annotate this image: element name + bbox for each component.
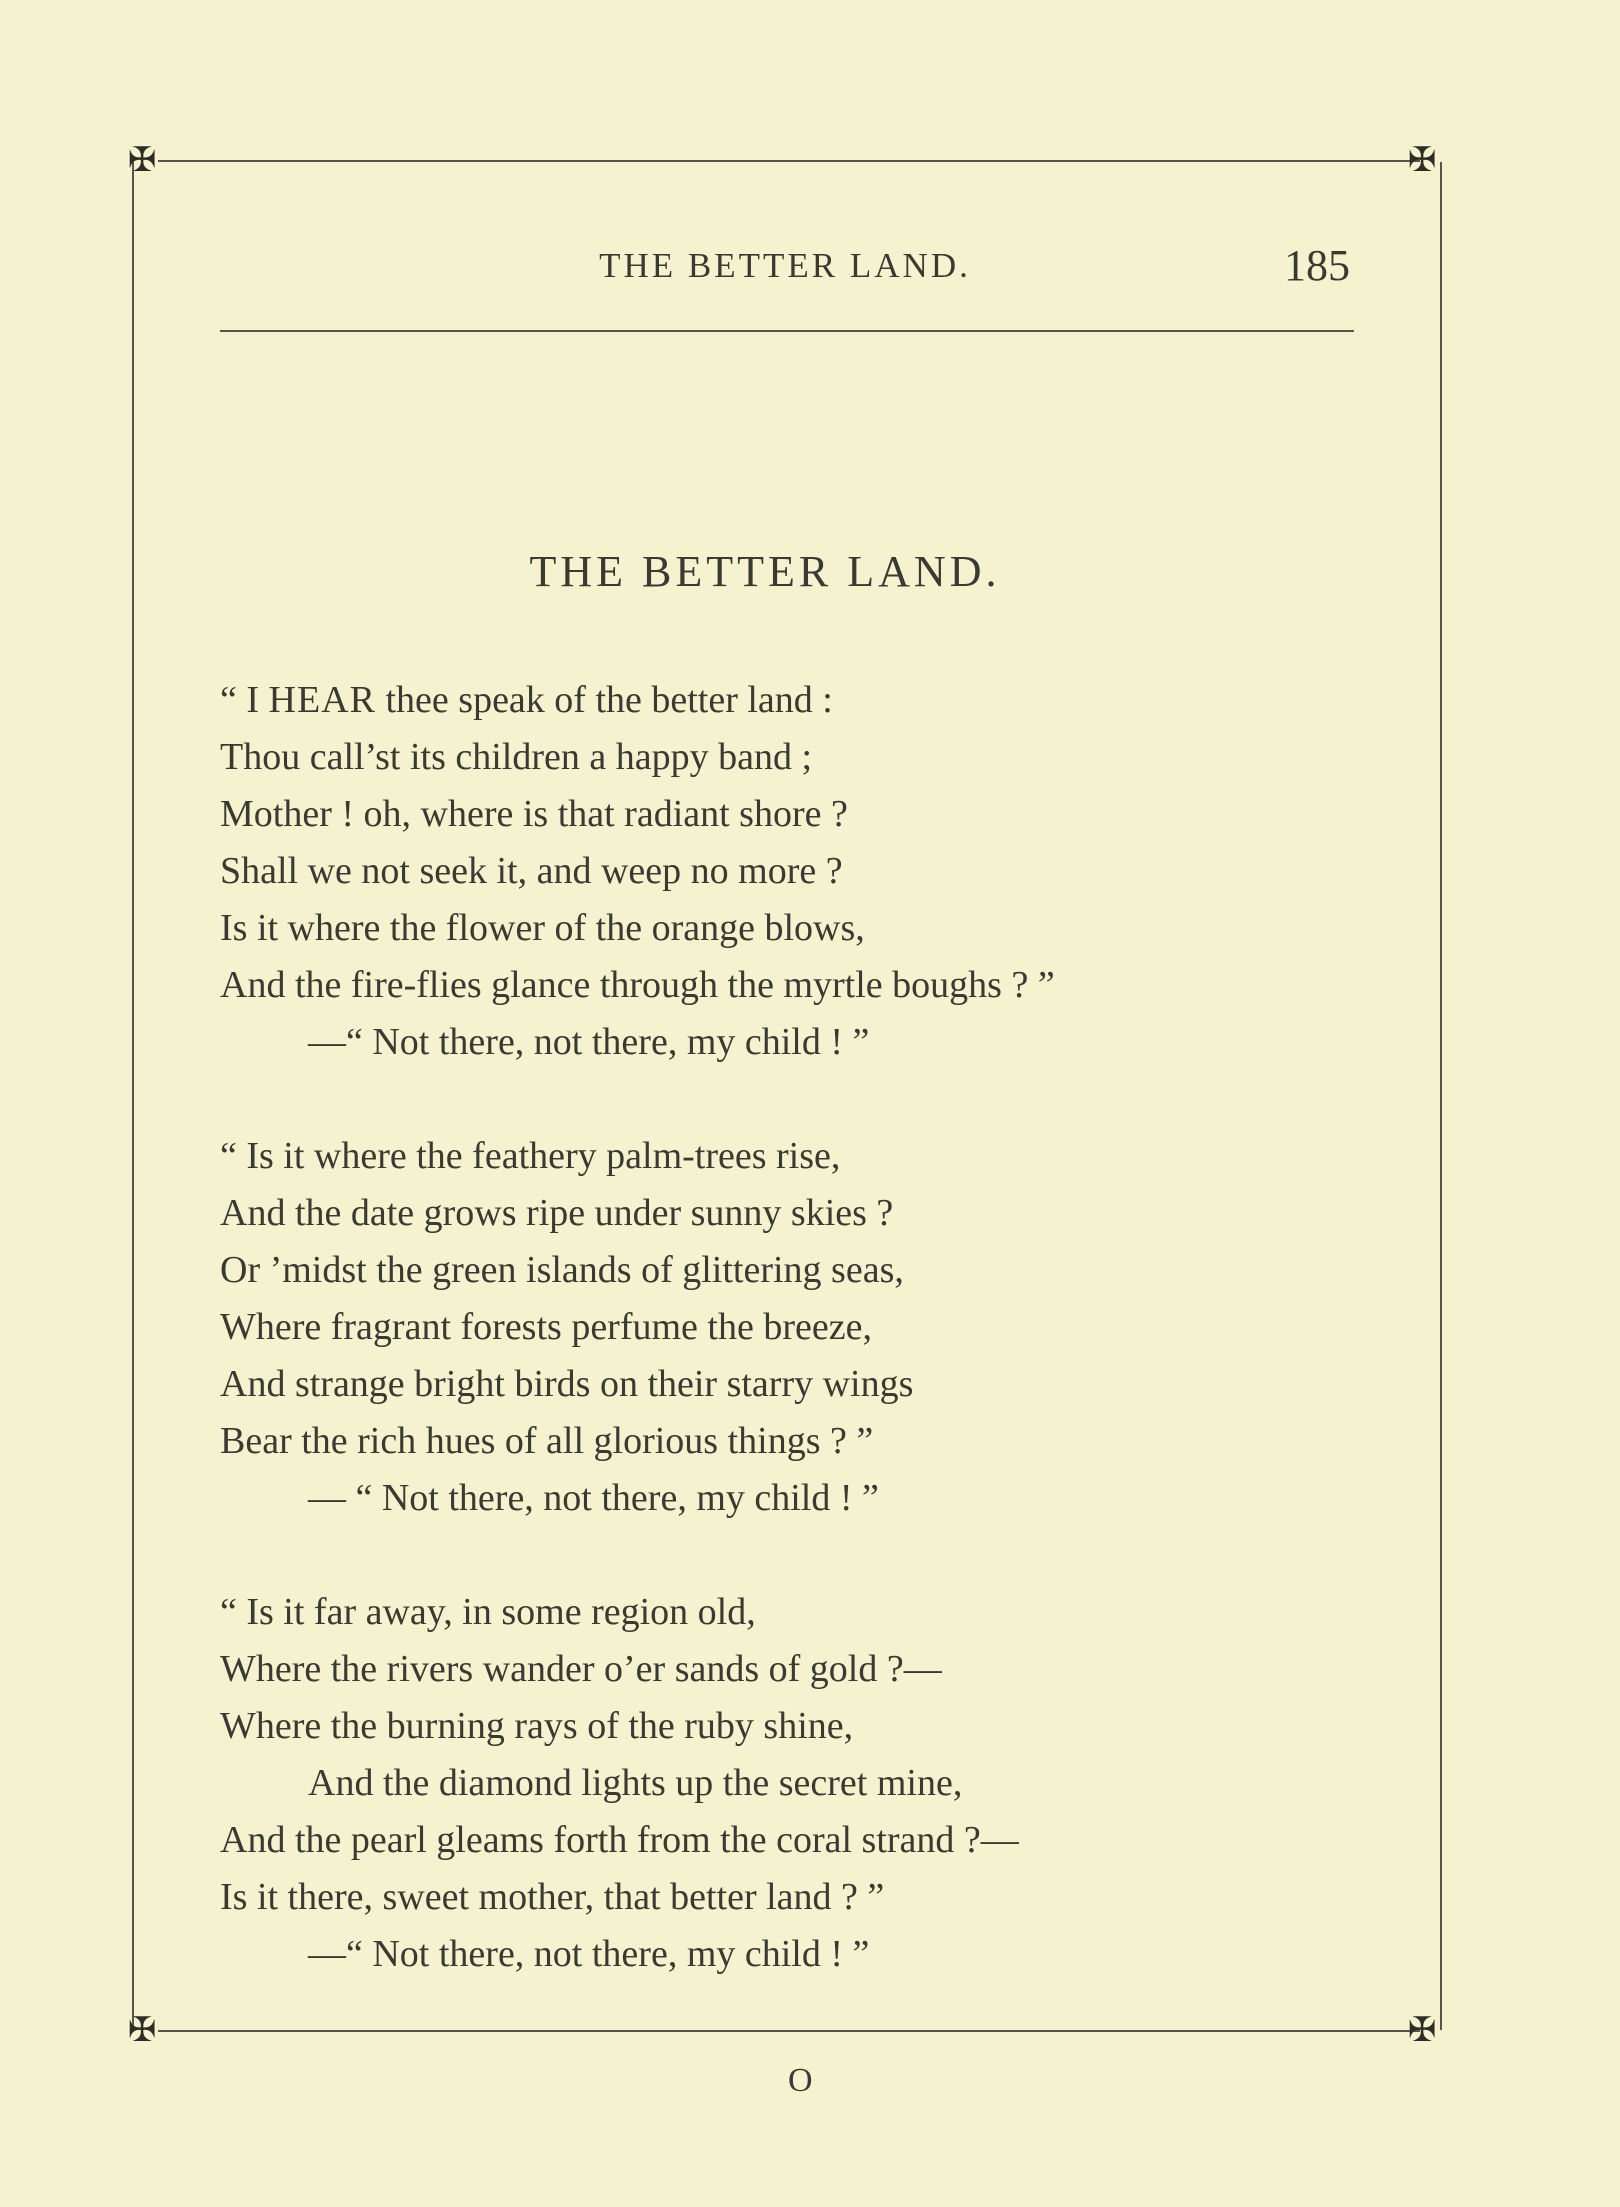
stanza-gap	[220, 1071, 1400, 1128]
verse-line: Or ’midst the green islands of glittering seas,	[220, 1249, 904, 1291]
stanza-2	[220, 1128, 1400, 1527]
verse-line: And the date grows ripe under sunny skies ?	[220, 1192, 894, 1234]
corner-ornament-icon: ✠	[1407, 2010, 1437, 2050]
corner-ornament-icon: ✠	[127, 140, 157, 180]
running-head-title: THE BETTER LAND.	[599, 246, 971, 285]
verse-line: Is it where the flower of the orange blows,	[220, 907, 865, 949]
corner-ornament-icon: ✠	[127, 2010, 157, 2050]
refrain-line: — “ Not there, not there, my child ! ”	[308, 1477, 879, 1519]
verse-line: And the diamond lights up the secret mine,	[308, 1762, 963, 1804]
verse-line: And strange bright birds on their starry wings	[220, 1363, 914, 1405]
verse-line: “ Is it far away, in some region old,	[220, 1591, 756, 1633]
verse-line: Where the rivers wander o’er sands of gold ?—	[220, 1648, 942, 1690]
stanza-1	[220, 672, 1400, 1071]
verse-line-open: “ I	[220, 679, 269, 721]
verse-line: Where the burning rays of the ruby shine,	[220, 1705, 854, 1747]
poem-body	[220, 672, 1400, 1983]
signature-mark: O	[788, 2062, 813, 2099]
verse-line: Shall we not seek it, and weep no more ?	[220, 850, 843, 892]
header-rule	[220, 330, 1354, 332]
refrain-line: —“ Not there, not there, my child ! ”	[308, 1021, 870, 1063]
verse-line-rest: thee speak of the better land :	[375, 679, 833, 721]
page-number: 185	[1284, 241, 1350, 290]
refrain-line: —“ Not there, not there, my child ! ”	[308, 1933, 870, 1975]
corner-ornament-icon: ✠	[1407, 140, 1437, 180]
stanza-3	[220, 1584, 1400, 1983]
bottom-border-rule	[158, 2030, 1420, 2032]
verse-line: Mother ! oh, where is that radiant shore ?	[220, 793, 848, 835]
verse-line: Bear the rich hues of all glorious things ? ”	[220, 1420, 874, 1462]
verse-line: Where fragrant forests perfume the breeze,	[220, 1306, 872, 1348]
top-border-rule	[158, 160, 1420, 162]
verse-line: Is it there, sweet mother, that better land ? ”	[220, 1876, 885, 1918]
verse-line-small-caps: HEAR	[268, 679, 376, 721]
verse-line: And the pearl gleams forth from the coral strand ?—	[220, 1819, 1019, 1861]
verse-line: Thou call’st its children a happy band ;	[220, 736, 813, 778]
stanza-gap	[220, 1527, 1400, 1584]
verse-line	[220, 672, 1400, 729]
verse-line: And the fire-flies glance through the myrtle boughs ? ”	[220, 964, 1055, 1006]
running-head	[220, 240, 1350, 296]
poem-title: THE BETTER LAND.	[529, 547, 1001, 596]
verse-line: “ Is it where the feathery palm-trees rise,	[220, 1135, 841, 1177]
